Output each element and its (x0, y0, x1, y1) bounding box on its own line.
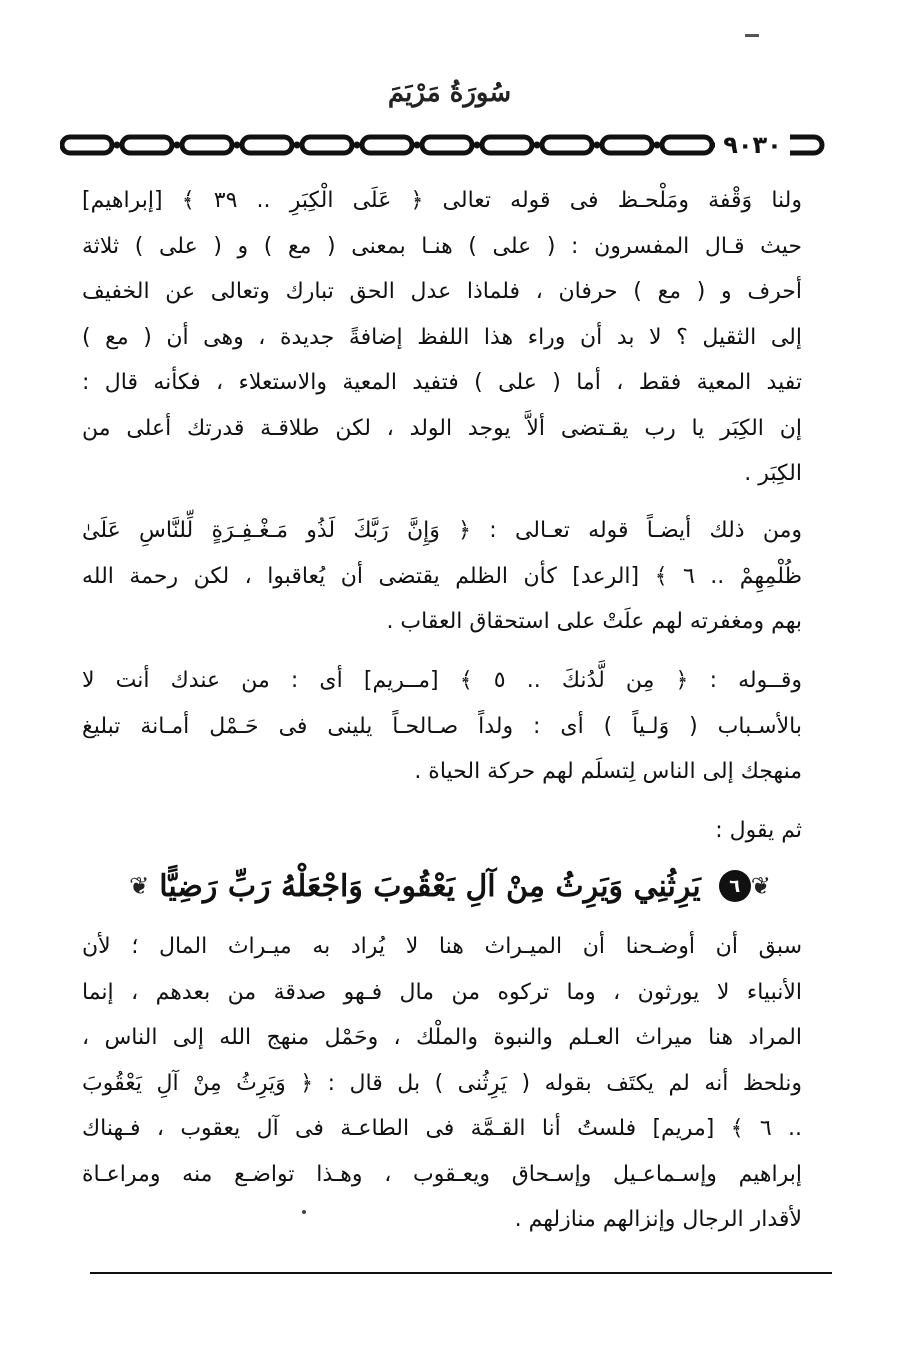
verse-text: يَرِثُنِي وَيَرِثُ مِنْ آلِ يَعْقُوبَ وَاجْعَلْهُ رَبِّ رَضِيًّا (159, 868, 701, 904)
text-line: بالأسـباب ( وَلـياً ) أى : ولداً صـالحـاً يلينى فى حَـمْل أمـانة تبليغ (82, 713, 802, 739)
paragraph-3 (82, 658, 802, 795)
footer-rule (90, 1272, 832, 1274)
text-line: حيث قـال المفسرون : ( على ) هنـا بمعنى ( مع ) و ( على ) ثلاثة (82, 233, 802, 259)
text-line: إلى الثقيل ؟ لا بد أن وراء هذا اللفظ إضافةً جديدة ، وهى أن ( مع ) (82, 324, 802, 350)
ornament-icon: ❦ (129, 872, 150, 900)
text-line: .. ٦ ﴾ [مريم] فلستُ أنا القـمَّة فى الطاعـة فى آل يعقوب ، فـهناك (82, 1116, 802, 1141)
paragraph-1 (82, 178, 802, 497)
text-line: سبق أن أوضـحنا أن الميـراث هنا لا يُراد به ميـراث المال ؛ لأن (82, 934, 802, 959)
text-line: الأنبياء لا يورثون ، وما تركوه من مال فـهو صدقة من بعدهم ، إنما (82, 979, 802, 1005)
text-line: منهجك إلى الناس لِتسلَم لهم حركة الحياة . (414, 759, 802, 784)
text-line: الكِبَر . (744, 461, 802, 486)
text-line: ومن ذلك أيضـاً قوله تعـالى : ﴿ وَإِنَّ رَبَّكَ لَذُو مَـغْـفِـرَةٍ لِّلنَّاسِ عَلَىٰ (82, 518, 802, 543)
text-line: ونلحظ أنه لم يكتَف بقوله ( يَرِثُنى ) بل قال : ﴿ وَيَرِثُ مِنْ آلِ يَعْقُوبَ (82, 1070, 802, 1096)
text-line: ثم يقول : (715, 818, 802, 843)
text-line: وقــوله : ﴿ مِن لَّدُنكَ .. ٥ ﴾ [مــريم] أى : من عندك أنت لا (82, 668, 803, 693)
text-line: إن الكِبَر يا رب يقـتضى ألاَّ يوجد الولد ، لكن طلاقـة قدرتك أعلى من (82, 415, 802, 441)
scan-speck (302, 1210, 306, 1214)
decorative-chain-border (60, 128, 830, 162)
quran-verse-banner (110, 858, 790, 914)
page-number: ٩٠٣٠ (715, 130, 790, 160)
paragraph-2 (82, 508, 802, 645)
paragraph-5 (82, 924, 802, 1243)
text-line: لأقدار الرجال وإنزالهم منازلهم . (514, 1207, 802, 1232)
text-line: ولنا وَقْفة ومَلْحـظ فى قوله تعالى ﴿ عَلَى الْكِبَرِ .. ٣٩ ﴾ [إبراهيم] (82, 188, 802, 213)
paragraph-4 (82, 808, 802, 854)
ornament-icon: ❦ (750, 872, 771, 900)
verse-number-badge: ٦ (719, 870, 751, 902)
text-line: تفيد المعية فقط ، أما ( على ) فتفيد المعية والاستعلاء ، فكأنه قال : (82, 370, 802, 395)
text-line: أحرف و ( مع ) حرفان ، فلماذا عدل الحق تبارك وتعالى عن الخفيف (82, 279, 802, 304)
text-line: إبراهيم وإسـماعـيل وإسـحاق ويعـقوب ، وهـذا تواضـع منه ومراعـاة (82, 1161, 802, 1187)
scan-speck (745, 34, 759, 37)
text-line: بهم ومغفرته لهم علَتْ على استحقاق العقاب . (386, 609, 802, 634)
text-line: المراد هنا ميراث العـلم والنبوة والملْك ، وحَمْل منهج الله إلى الناس ، (82, 1025, 802, 1050)
text-line: ظُلْمِهِمْ .. ٦ ﴾ [الرعد] كأن الظلم يقتضى أن يُعاقبوا ، لكن رحمة الله (82, 563, 802, 589)
surah-title: سُورَةُ مَرْيَمَ (387, 78, 512, 108)
